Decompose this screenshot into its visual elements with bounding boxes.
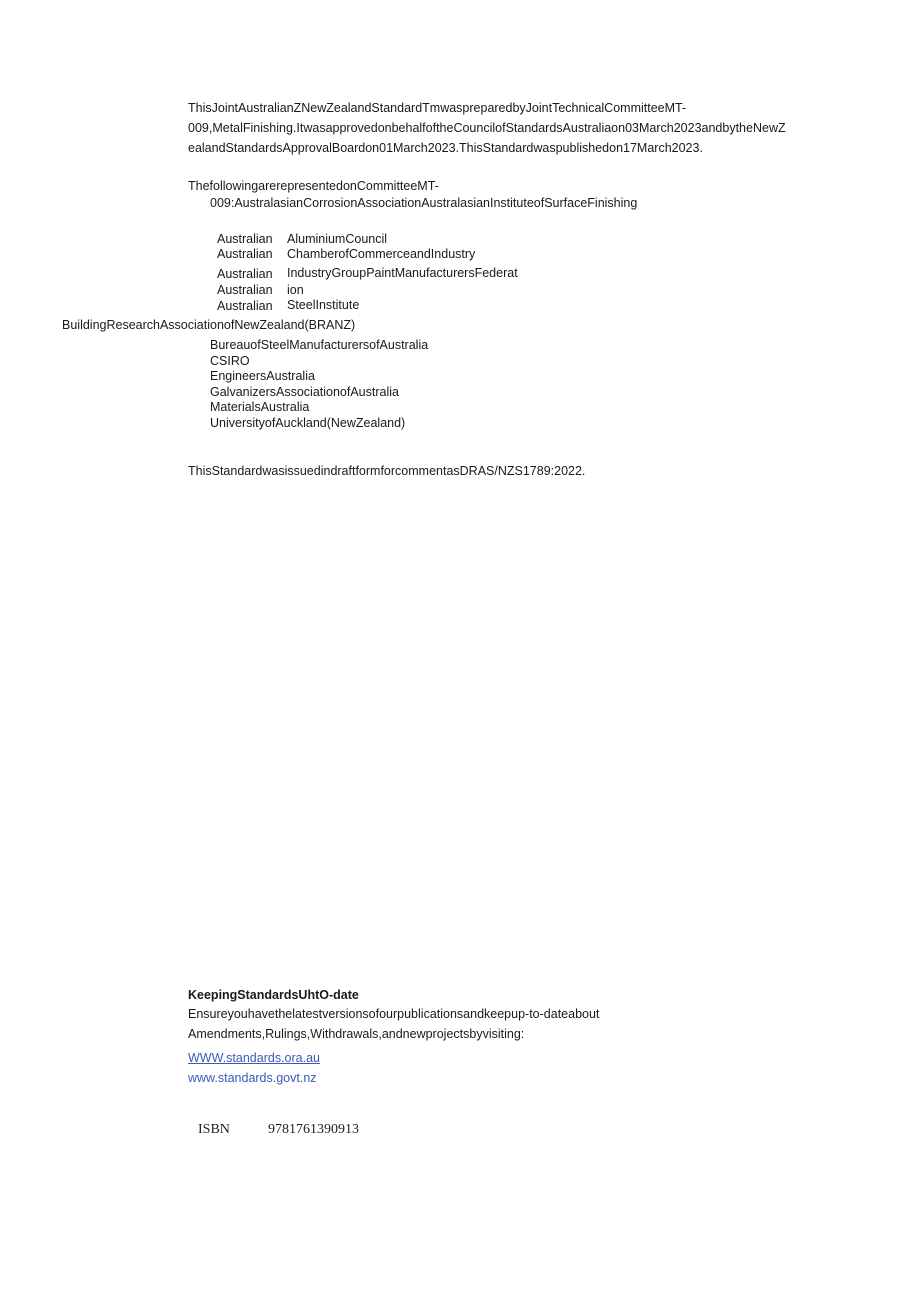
standards-nz-link[interactable]: www.standards.govt.nz [188, 1071, 317, 1085]
org-name: SteelInstitute [287, 298, 360, 312]
keeping-line: Amendments,Rulings,Withdrawals,andnewprojectsbyvisiting: [188, 1027, 525, 1041]
org-name: CSIRO [210, 353, 250, 368]
org-prefix: Australian [217, 299, 273, 313]
draft-note: ThisStandardwasissuedindraftformforcommentasDRAS/NZS1789:2022. [188, 464, 586, 478]
org-name: BuildingResearchAssociationofNewZealand(BRANZ) [62, 318, 356, 332]
org-prefix: Australian [217, 267, 273, 281]
org-prefix: Australian [217, 247, 273, 261]
isbn-value: 9781761390913 [268, 1122, 359, 1137]
org-name: ChamberofCommerceandIndustry [287, 247, 476, 261]
intro-line: ealandStandardsApprovalBoardon01March2023.ThisStandardwaspublishedon17March2023. [188, 141, 703, 155]
intro-line: ThisJointAustralianZNewZealandStandardTmwaspreparedbyJointTechnicalCommitteeMT- [188, 101, 687, 115]
org-name: AluminiumCouncil [287, 232, 388, 246]
keeping-line: Ensureyouhavethelatestversionsofourpublicationsandkeepup-to-dateabout [188, 1007, 600, 1021]
other-org-list [210, 338, 428, 431]
org-name: GalvanizersAssociationofAustralia [210, 384, 399, 399]
org-name: BureauofSteelManufacturersofAustralia [210, 338, 429, 352]
intro-line: 009,MetalFinishing.ItwasapprovedonbehalfoftheCouncilofStandardsAustraliaon03March2023andbytheNewZ [188, 121, 786, 135]
isbn-label: ISBN [198, 1122, 230, 1137]
committee-line: 009:AustralasianCorrosionAssociationAustralasianInstituteofSurfaceFinishing [210, 196, 638, 210]
keeping-heading: KeepingStandardsUhtO-date [188, 988, 359, 1002]
org-name: EngineersAustralia [210, 369, 315, 383]
org-prefix: Australian [217, 283, 273, 297]
committee-line: ThefollowingarerepresentedonCommitteeMT- [188, 179, 439, 193]
org-name: ion [287, 283, 304, 297]
standards-au-link[interactable]: WWW.standards.ora.au [188, 1051, 320, 1065]
org-name: UniversityofAuckland(NewZealand) [210, 415, 406, 430]
org-name: MaterialsAustralia [210, 400, 310, 414]
org-name: IndustryGroupPaintManufacturersFederat [287, 266, 518, 280]
intro-paragraph [188, 98, 786, 158]
org-prefix: Australian [217, 232, 273, 246]
keeping-paragraph [188, 1004, 599, 1044]
